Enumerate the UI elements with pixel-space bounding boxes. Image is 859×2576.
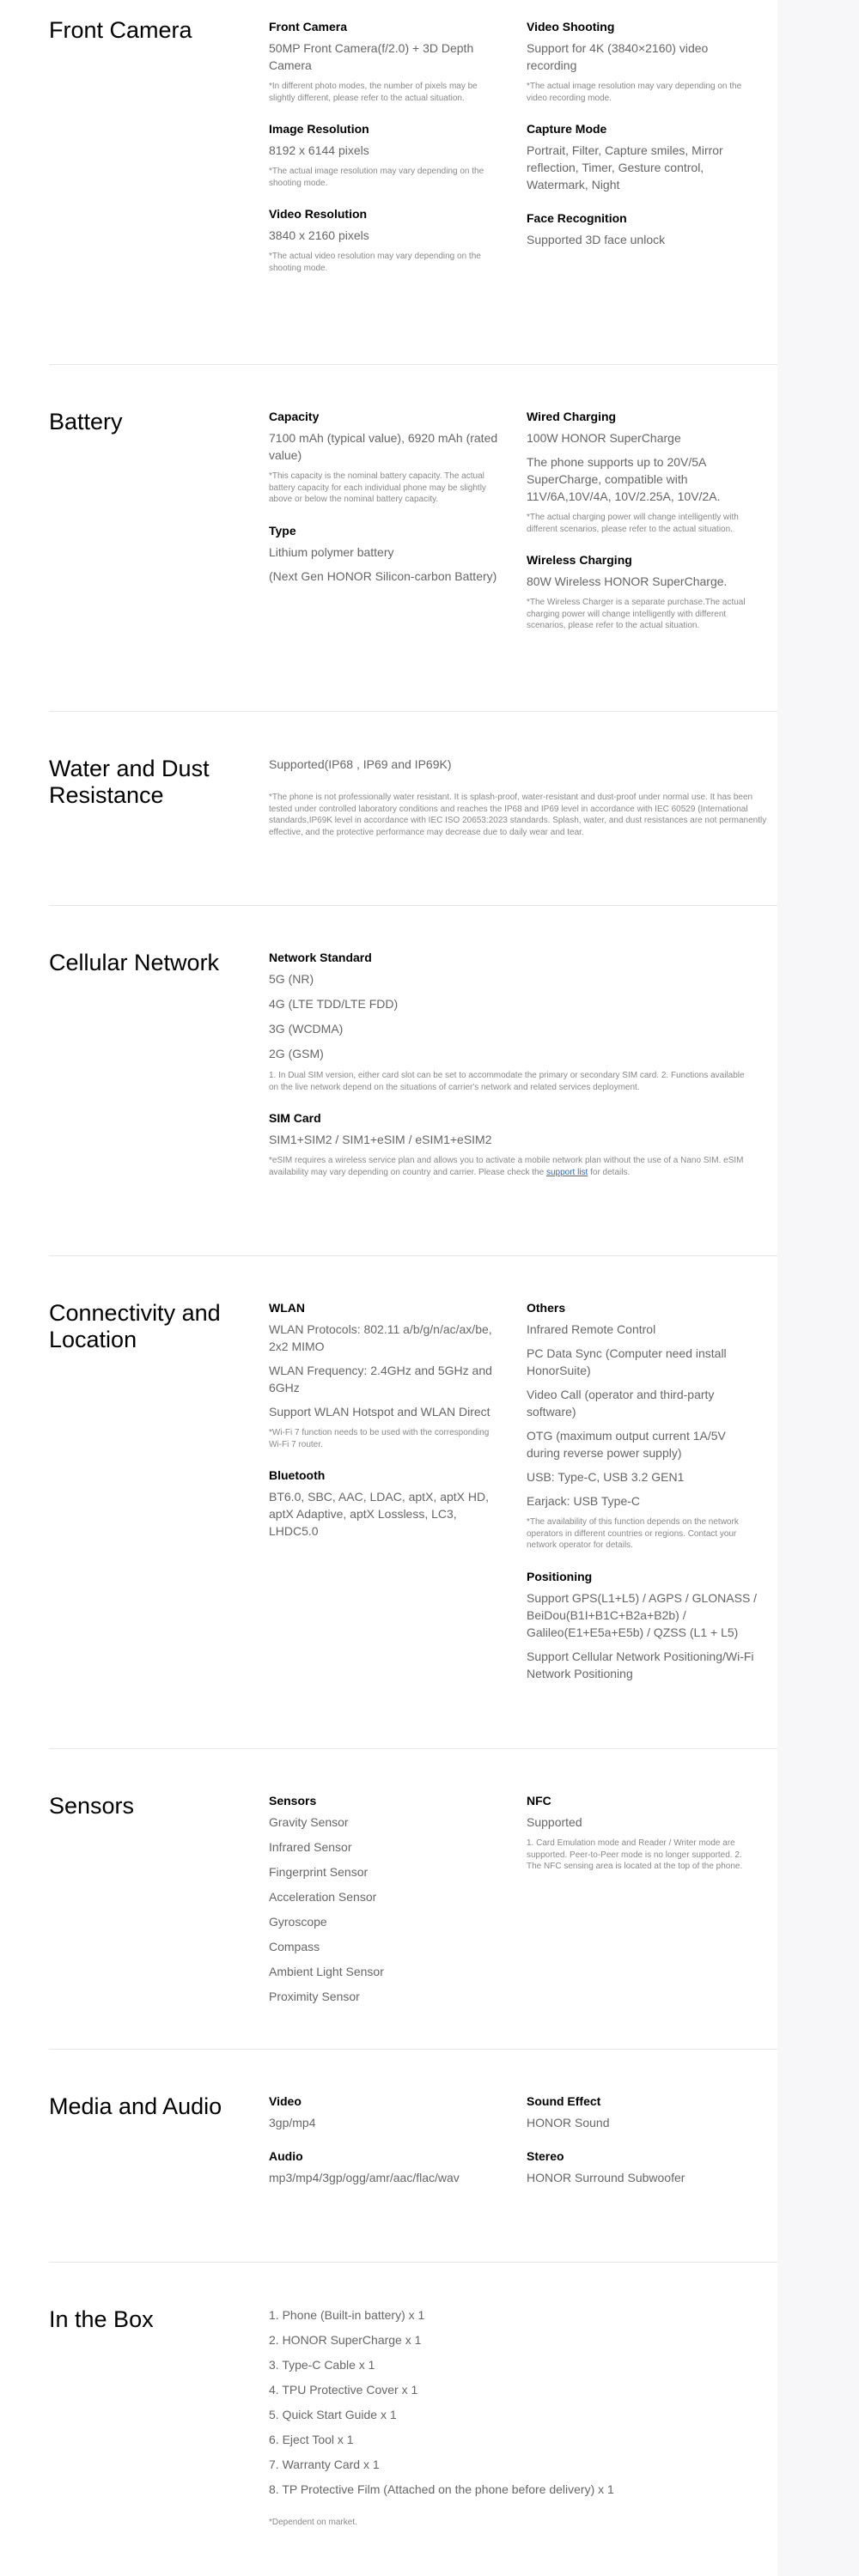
spec-value: Acceleration Sensor bbox=[269, 1890, 377, 1904]
spec-video-shooting bbox=[527, 19, 758, 104]
spec-note: *Dependent on market. bbox=[269, 2518, 357, 2527]
box-item: 1. Phone (Built-in battery) x 1 bbox=[269, 2308, 425, 2322]
spec-network-standard bbox=[269, 950, 777, 1093]
spec-value: Support WLAN Hotspot and WLAN Direct bbox=[269, 1405, 490, 1419]
spec-sensors bbox=[269, 1793, 501, 2005]
spec-audio bbox=[269, 2148, 501, 2186]
spec-wireless-charging bbox=[527, 552, 758, 632]
spec-value: 80W Wireless HONOR SuperCharge. bbox=[527, 574, 728, 588]
spec-label: Bluetooth bbox=[269, 1468, 326, 1482]
spec-value: SIM1+SIM2 / SIM1+eSIM / eSIM1+eSIM2 bbox=[269, 1133, 492, 1146]
spec-label: Type bbox=[269, 523, 296, 538]
box-item: 2. HONOR SuperCharge x 1 bbox=[269, 2333, 422, 2347]
spec-label: WLAN bbox=[269, 1301, 305, 1315]
section-divider bbox=[49, 2262, 777, 2263]
section-media-audio bbox=[49, 2093, 777, 2248]
spec-bluetooth bbox=[269, 1467, 501, 1540]
spec-label: Network Standard bbox=[269, 951, 372, 964]
spec-label: NFC bbox=[527, 1794, 551, 1807]
spec-value: WLAN Protocols: 802.11 a/b/g/n/ac/ax/be, 2x2 MIMO bbox=[269, 1322, 492, 1353]
spec-value: Support for 4K (3840×2160) video recording bbox=[527, 41, 709, 72]
spec-value: (Next Gen HONOR Silicon-carbon Battery) bbox=[269, 568, 497, 583]
section-water-resistance bbox=[49, 756, 777, 893]
spec-video bbox=[269, 2093, 501, 2131]
spec-label: Capture Mode bbox=[527, 122, 607, 136]
section-title: In the Box bbox=[49, 2306, 154, 2332]
spec-note: *The actual video resolution may vary depending on the shooting mode. bbox=[269, 252, 481, 273]
column-right bbox=[527, 409, 758, 649]
section-title: Media and Audio bbox=[49, 2093, 222, 2119]
spec-note: 1. In Dual SIM version, either card slot can be set to accommodate the primary or secondary SIM card. 2. Functions available on the live network depend on the situations of carrier's network and related services deployment. bbox=[269, 1071, 745, 1092]
spec-label: Stereo bbox=[527, 2149, 564, 2163]
column-right bbox=[527, 1793, 758, 1890]
spec-label: Wired Charging bbox=[527, 410, 617, 423]
spec-capture-mode bbox=[527, 121, 758, 193]
box-item: 7. Warranty Card x 1 bbox=[269, 2458, 380, 2471]
spec-value: 100W HONOR SuperCharge bbox=[527, 431, 681, 445]
spec-value: BT6.0, SBC, AAC, LDAC, aptX, aptX HD, aptX Adaptive, aptX Lossless, LC3, LHDC5.0 bbox=[269, 1490, 489, 1538]
column-left bbox=[269, 2093, 501, 2203]
section-battery bbox=[49, 409, 777, 701]
spec-nfc bbox=[527, 1793, 758, 1873]
spec-label: Front Camera bbox=[269, 20, 348, 33]
spec-label: Video Resolution bbox=[269, 207, 368, 221]
spec-value: HONOR Surround Subwoofer bbox=[527, 2171, 685, 2184]
spec-value: WLAN Frequency: 2.4GHz and 5GHz and 6GHz bbox=[269, 1364, 492, 1394]
spec-value: 4G (LTE TDD/LTE FDD) bbox=[269, 997, 399, 1011]
section-front-camera bbox=[49, 17, 777, 361]
spec-note: *Wi-Fi 7 function needs to be used with the corresponding Wi-Fi 7 router. bbox=[269, 1428, 490, 1449]
spec-value: Earjack: USB Type-C bbox=[527, 1494, 641, 1508]
spec-label: Audio bbox=[269, 2149, 303, 2163]
section-title: Cellular Network bbox=[49, 950, 220, 975]
section-cellular-network bbox=[49, 950, 777, 1207]
section-divider bbox=[49, 2049, 777, 2050]
column-left bbox=[269, 1300, 501, 1557]
column-wide bbox=[269, 2306, 777, 2536]
spec-front-camera bbox=[269, 19, 501, 104]
spec-stereo bbox=[527, 2148, 758, 2186]
box-item: 8. TP Protective Film (Attached on the phone before delivery) x 1 bbox=[269, 2482, 614, 2496]
spec-value: Portrait, Filter, Capture smiles, Mirror reflection, Timer, Gesture control, Watermark, Night bbox=[527, 143, 723, 191]
spec-type bbox=[269, 523, 501, 585]
spec-sound-effect bbox=[527, 2093, 758, 2131]
spec-value: 8192 x 6144 pixels bbox=[269, 143, 369, 157]
spec-wlan bbox=[269, 1300, 501, 1450]
spec-positioning bbox=[527, 1569, 758, 1682]
section-in-the-box bbox=[49, 2306, 777, 2547]
spec-value: 50MP Front Camera(f/2.0) + 3D Depth Camera bbox=[269, 41, 474, 72]
spec-label: Sound Effect bbox=[527, 2094, 601, 2108]
spec-value: Supported 3D face unlock bbox=[527, 233, 666, 246]
spec-face-recognition bbox=[527, 210, 758, 248]
spec-note: 1. Card Emulation mode and Reader / Writer mode are supported. Peer-to-Peer mode is no longer supported. 2. The NFC sensing area is located at the top of the phone. bbox=[527, 1838, 743, 1871]
spec-value: Ambient Light Sensor bbox=[269, 1965, 384, 1978]
spec-video-resolution bbox=[269, 206, 501, 274]
spec-label: Sensors bbox=[269, 1794, 317, 1807]
spec-wired-charging bbox=[527, 409, 758, 535]
column-left bbox=[269, 409, 501, 602]
column-right bbox=[527, 2093, 758, 2203]
spec-value: 3gp/mp4 bbox=[269, 2116, 316, 2129]
box-item: 5. Quick Start Guide x 1 bbox=[269, 2408, 397, 2421]
section-divider bbox=[49, 711, 777, 712]
spec-value: Gravity Sensor bbox=[269, 1815, 349, 1829]
spec-note: *The Wireless Charger is a separate purchase.The actual charging power will change intelligently with different scenarios, please refer to the actual situation. bbox=[527, 598, 746, 630]
section-connectivity bbox=[49, 1300, 777, 1729]
box-item: 6. Eject Tool x 1 bbox=[269, 2433, 354, 2446]
spec-label: Video bbox=[269, 2094, 302, 2108]
spec-others bbox=[527, 1300, 758, 1552]
note-text: *eSIM requires a wireless service plan and allows you to activate a mobile network plan without the use of a Nano SIM. eSIM availability may vary depending on country and carrier. Please check the bbox=[269, 1156, 744, 1177]
column-wide bbox=[269, 756, 777, 845]
spec-value: 2G (GSM) bbox=[269, 1047, 324, 1060]
spec-value: PC Data Sync (Computer need install HonorSuite) bbox=[527, 1346, 727, 1377]
spec-note: *In different photo modes, the number of pixels may be slightly different, please refer to the actual situation. bbox=[269, 82, 478, 103]
section-divider bbox=[49, 905, 777, 906]
spec-value: Supported bbox=[527, 1815, 582, 1829]
spec-label: Wireless Charging bbox=[527, 553, 632, 567]
note-text: for details. bbox=[588, 1167, 631, 1177]
section-title: Front Camera bbox=[49, 17, 192, 43]
spec-label: Face Recognition bbox=[527, 211, 627, 225]
spec-value: Video Call (operator and third-party software) bbox=[527, 1388, 715, 1419]
spec-label: Positioning bbox=[527, 1569, 593, 1583]
section-title: Battery bbox=[49, 409, 123, 434]
spec-label: Image Resolution bbox=[269, 122, 369, 136]
spec-note: *This capacity is the nominal battery capacity. The actual battery capacity for each individual phone may be slightly above or below the nominal battery capacity. bbox=[269, 471, 486, 504]
spec-value: Infrared Remote Control bbox=[527, 1322, 656, 1336]
spec-value: Lithium polymer battery bbox=[269, 544, 394, 559]
spec-note bbox=[269, 1155, 767, 1178]
spec-label: Video Shooting bbox=[527, 20, 615, 33]
spec-value: The phone supports up to 20V/5A SuperCharge, compatible with 11V/6A,10V/4A, 10V/2.25A, 10V/2A. bbox=[527, 455, 721, 503]
spec-capacity bbox=[269, 409, 501, 506]
column-left bbox=[269, 1793, 501, 2022]
spec-note: *The actual charging power will change intelligently with different scenarios, please refer to the actual situation. bbox=[527, 513, 739, 534]
page-side-margin bbox=[777, 0, 859, 2576]
spec-note: *The actual image resolution may vary depending on the video recording mode. bbox=[527, 82, 742, 103]
box-item: 3. Type-C Cable x 1 bbox=[269, 2358, 375, 2372]
spec-sim-card bbox=[269, 1110, 777, 1178]
spec-value: HONOR Sound bbox=[527, 2116, 610, 2129]
spec-value: Fingerprint Sensor bbox=[269, 1865, 369, 1879]
spec-note: *The availability of this function depends on the network operators in different countries or regions. Contact your network operator for details. bbox=[527, 1517, 739, 1550]
section-sensors bbox=[49, 1793, 777, 2050]
support-list-link[interactable]: support list bbox=[545, 1167, 588, 1177]
section-title: Sensors bbox=[49, 1793, 135, 1819]
spec-value: Proximity Sensor bbox=[269, 1990, 360, 2003]
spec-value: USB: Type-C, USB 3.2 GEN1 bbox=[527, 1470, 685, 1484]
spec-value: 7100 mAh (typical value), 6920 mAh (rated value) bbox=[269, 431, 498, 462]
spec-note: *The phone is not professionally water resistant. It is splash-proof, water-resistant and dust-proof under normal use. It has been tested under controlled laboratory conditions and reaches the IP68 and IP69 level in accordance with IEC 60529 (International standards,IP69K level in accordance with IEC ISO 20653:2023 standards. Splash, water, and dust resistances are not permanently effective, and the protective performance may decrease due to daily wear and tear. bbox=[269, 793, 767, 837]
spec-value: mp3/mp4/3gp/ogg/amr/aac/flac/wav bbox=[269, 2171, 460, 2184]
spec-label: Others bbox=[527, 1301, 566, 1315]
column-wide bbox=[269, 950, 777, 1195]
spec-image-resolution bbox=[269, 121, 501, 189]
spec-value: Supported(IP68 , IP69 and IP69K) bbox=[269, 757, 452, 771]
spec-label: Capacity bbox=[269, 410, 320, 423]
spec-value: Support GPS(L1+L5) / AGPS / GLONASS / BeiDou(B1I+B1C+B2a+B2b) / Galileo(E1+E5a+E5b) / QZSS (L1 + L5) bbox=[527, 1590, 758, 1639]
section-divider bbox=[49, 1255, 777, 1256]
spec-value: OTG (maximum output current 1A/5V during reverse power supply) bbox=[527, 1429, 726, 1460]
column-right bbox=[527, 19, 758, 265]
spec-value: 5G (NR) bbox=[269, 972, 314, 986]
spec-value: Compass bbox=[269, 1940, 320, 1953]
section-divider bbox=[49, 364, 777, 365]
spec-label: SIM Card bbox=[269, 1111, 321, 1125]
spec-value: Gyroscope bbox=[269, 1915, 327, 1929]
section-divider bbox=[49, 1748, 777, 1749]
spec-value: Infrared Sensor bbox=[269, 1840, 352, 1854]
column-right bbox=[527, 1300, 758, 1699]
spec-value: 3840 x 2160 pixels bbox=[269, 228, 369, 242]
spec-value: Support Cellular Network Positioning/Wi-Fi Network Positioning bbox=[527, 1649, 754, 1680]
column-left bbox=[269, 19, 501, 291]
section-title: Water and Dust Resistance bbox=[49, 756, 210, 808]
box-item: 4. TPU Protective Cover x 1 bbox=[269, 2383, 418, 2397]
spec-value: 3G (WCDMA) bbox=[269, 1022, 344, 1036]
section-title: Connectivity and Location bbox=[49, 1300, 221, 1352]
spec-note: *The actual image resolution may vary depending on the shooting mode. bbox=[269, 167, 484, 188]
